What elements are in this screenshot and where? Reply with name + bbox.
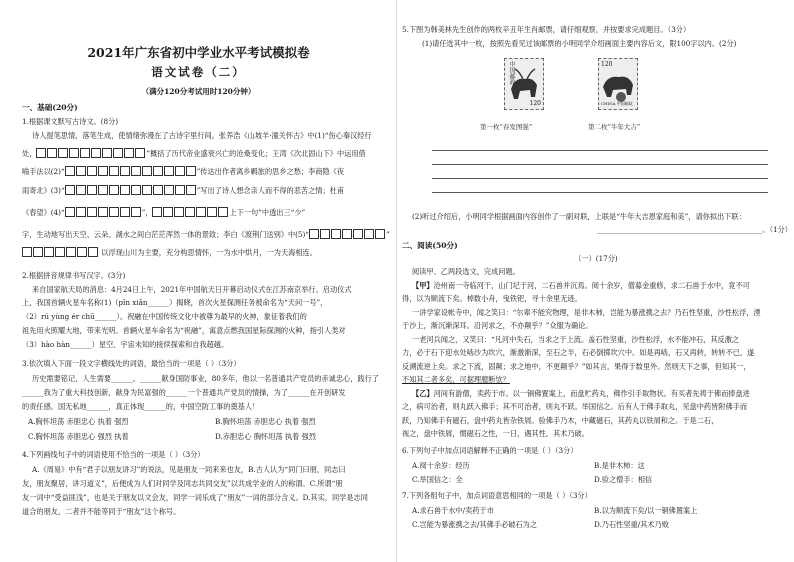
answer-boxes-5[interactable]	[152, 208, 229, 217]
answer-boxes-6[interactable]	[309, 230, 386, 239]
q6-option-d[interactable]: D.验之僧手：相信	[594, 475, 653, 484]
q7-option-c[interactable]: C.岂能为暴涨携之去/其佛手必破石为之	[412, 520, 537, 529]
q5-line3[interactable]: ______________________________________________。（1分）	[596, 225, 792, 234]
q6-stem: 6.下列句子中加点词语解释不正确的一项是（ ）（3分）	[402, 446, 578, 455]
page-fold-divider	[396, 0, 397, 562]
stamp2-country: CHINA 中国邮政	[601, 101, 633, 106]
q2-line2: 上，我国首辆火星车名称(1)（pǐn xiǎn______）揭晓，首次火星探测任务被命名为“天问一号”，	[22, 298, 328, 307]
q1-line1: 诗人提笔思情，落笔生成，使情绪弥漫在了古诗字里行间。张养浩《山坡羊·潼关怀古》中(1)“伤心秦汉经行	[32, 131, 372, 140]
q5-line2: (2)听过介绍后，小明同学根据画面内容创作了一副对联，上联是“牛年大吉恩家庭和美”，请你拟出下联：	[412, 212, 746, 221]
q3-stem: 3.依次填入下面一段文字横线处的词语，最恰当的一项是（ ）（3分）	[22, 359, 241, 368]
q4-stem: 4.下列画线句子中的词语使用不恰当的一项是（ ）（3分）	[22, 450, 205, 459]
jia-line4: 于沙上，渐沉渐深耳。沿河求之，不亦颠乎？”众服为确论。	[402, 321, 593, 330]
answer-boxes-3[interactable]	[65, 186, 197, 195]
jia-line3: 一讲学家设帐寺中，闻之笑曰：“尔辈不能究物理，是非木柿，岂能为暴涨携之去？乃石性坚重，沙性松浮，湮	[412, 308, 761, 317]
q3-option-c[interactable]: C.胸怀坦荡 赤胆忠心 强烈 执着	[28, 432, 129, 441]
q2-line1: 来自国家航天局的消息：4月24日上午，2021年中国航天日开幕启动仪式在江苏南京举行。启动仪式	[32, 285, 352, 294]
answer-boxes-1[interactable]	[36, 149, 146, 158]
q2-line5: （3）hào hàn______）星空、宇宙未知的接续探索和自我超越。	[22, 340, 229, 349]
yi-line3: 跃，乃知佛手有磁石，盘中药丸皆杂铁屑。验佛手乃木，中藏磁石，其药丸以铁屑和之。于是二石，	[402, 416, 719, 425]
exam-subtitle: 语文试卷（二）	[151, 65, 246, 79]
exam-note: （满分120分考试用时120分钟）	[141, 87, 256, 96]
q4-line-d: 道合的朋友，二者并不能等同于“朋友”这个称号。	[22, 507, 181, 516]
q6-option-c[interactable]: C.举国信之：全	[412, 475, 463, 484]
q2-line4: 祖先用火照耀大地，带来光明。首辆火星车命名为“祝融”，寓意点燃我国星际探测的火种，指引人类对	[22, 326, 346, 335]
stamp2-caption: 第二枚“牛年大吉”	[588, 123, 641, 131]
answer-boxes-4[interactable]	[65, 208, 142, 217]
q7-option-b[interactable]: B.以为顺流下矣/以一铜佛置案上	[594, 506, 698, 515]
q2-stem: 2.根据拼音规律书写汉字。(3分)	[22, 271, 126, 280]
stamp-chunfa-tuqiang	[504, 58, 544, 110]
yi-line2: 之，病可治者，则丸跃入佛手；其不可治者，则丸不跃。举国信之。后有人于佛手取丸，见盘中药皆附佛手而	[402, 402, 748, 411]
q3-option-b[interactable]: B.胸怀坦荡 赤胆忠心 执着 强烈	[215, 417, 316, 426]
q3-option-d[interactable]: D.赤胆忠心 胸怀坦荡 执着 强烈	[215, 432, 316, 441]
reading-stem: 阅读甲、乙两段选文，完成问题。	[412, 267, 520, 276]
jia-line7: 反溯流逆上矣。求之下流，固颠；求之地中，不更颠乎？”如其言，果得于数里外。然则天下之事，但知其一，	[402, 362, 751, 371]
q1-line5: 《春望》(4)“ ”， 上下一句”中透出三“少”	[22, 208, 306, 217]
q1-line7: 以浮现山川为主要，充分构思情怀，一为水中烘月，一为天海相连。	[22, 247, 392, 258]
jia-line5: 一老河兵闻之，又笑曰：“凡河中失石，当求之于上流。盖石性坚重，沙性松浮，水不能冲石，其反激之	[412, 335, 740, 344]
jia-line8: 不知其二者多矣，可据理臆断欤？	[402, 375, 510, 384]
q6-option-b[interactable]: B.是非木柿：这	[594, 461, 645, 470]
q5-line1: (1)请任选其中一枚，按照先看见过该邮票的小明同学介绍画面主要内容后文，限100字以内。(2分)	[422, 39, 737, 48]
yi-line4: 视之，盘中铁屑，惯磁石之性，一日，遇其性，其术乃破。	[402, 429, 589, 438]
jia-line6: 力，必于石下迎水处啮沙为坎穴，渐激渐深，至石之半，石必倒掷坎穴中。如是再啮，石又再转，转转不已，遂	[402, 348, 755, 357]
jia-line2: 得，以为顺流下矣。棹数小舟，曳铁钯，寻十余里无迹。	[402, 294, 582, 303]
right-column	[398, 0, 794, 562]
q4-line-c: 友一词中“受益匪浅”，也是关于朋友以文会友，同学一词乐成了“朋友”一词的部分含义。D.其实，同学是志同	[22, 493, 368, 502]
q1-stem: 1.根据课文默写古诗文。(8分)	[22, 117, 119, 126]
q7-option-d[interactable]: D.乃石性坚重/其术乃败	[594, 520, 669, 529]
q5-stem: 5.下图为韩美林先生创作的两枚辛丑年生肖邮票，请仔细观察，并按要求完成题目。（3分）	[402, 25, 691, 34]
stamp1-caption: 第一枚“春发图强”	[480, 123, 533, 131]
q1-line3: 喻手法以(2)“ ”传达出作者离乡羁旅的思乡之愁；李商隐《夜	[22, 167, 345, 176]
exam-title: 2021年广东省初中学业水平考试模拟卷	[87, 45, 310, 60]
q3-line3: 的责任感。国无私地______，真正体现______的，中国空防工事的奠基人！	[22, 402, 260, 411]
q3-line2: ______我为了重大科技创新，献身为民富强的______一个普通共产党员的情操，为了______在开创研发	[22, 388, 346, 397]
answer-boxes-7[interactable]	[22, 248, 99, 257]
q6-option-a[interactable]: A.阅十余岁：经历	[412, 461, 470, 470]
stamp1-country: 中国邮政	[508, 61, 515, 85]
q7-option-a[interactable]: A.求石兽于水中/卖药于市	[412, 506, 494, 515]
stamp1-value: 120	[529, 100, 541, 107]
answer-boxes-2[interactable]	[65, 167, 197, 176]
q1-line6: 字，生动地写出天空、云朵、湖水之间白茫茫浑然一体的景致；李白《渡荆门送别》中(5)“ ”	[22, 230, 390, 239]
q3-option-a[interactable]: A.胸怀坦荡 赤胆忠心 执着 强烈	[28, 417, 129, 426]
q4-line-b: 友，朋友聚居，讲习道义”，后便成为人们对同学及同志共同交友”以共成学业的人的称谓。C.所谓“朋	[22, 479, 343, 488]
stamp2-value: 120	[601, 61, 613, 68]
q4-line-a: A.《周易》中有“君子以朋友讲习”的说法，见是朋友一同来来也友，B.古人认为“同门曰朋，同志曰	[32, 465, 346, 474]
section-reading: 二、阅读(50分)	[402, 241, 458, 250]
q3-line1: 历史需要铭记，人生需要______。______献身国防事业，80多年，他以一名普通共产党员的赤诚忠心，践行了	[32, 374, 379, 383]
q2-line3: （2）rú yùng ér chū______）。祝融在中国传统文化中被尊为最早的火神，象征着我们的	[22, 312, 307, 321]
yi-line1: 【乙】河间有游僧，卖药于市。以一铜佛置案上，而盘贮药丸，佛作引手取物状。有买者先祷于佛而捧盘进	[412, 389, 750, 398]
q7-stem: 7.下列各组句子中，加点词语意思相同的一项是（ ）（3分）	[402, 491, 592, 500]
jia-line1: 【甲】沧州南一寺临河干，山门圮于河，二石兽并沉焉。阅十余岁，僧募金重修，求二石兽于水中，竟不可	[412, 281, 750, 290]
q1-line2: 处， ”概括了历代帝业盛衰兴亡的沧桑变化；王湾《次北固山下》中运用借	[22, 149, 366, 158]
stamp-niunian-daji	[598, 58, 638, 110]
q1-line4: 雨寄北》(3)“ ”写出了诗人想念亲人而不得的悲苦之情；杜甫	[22, 186, 345, 195]
section-basics: 一、基础(20分)	[22, 103, 78, 112]
reading-part-title: （一）(17分)	[574, 254, 618, 263]
